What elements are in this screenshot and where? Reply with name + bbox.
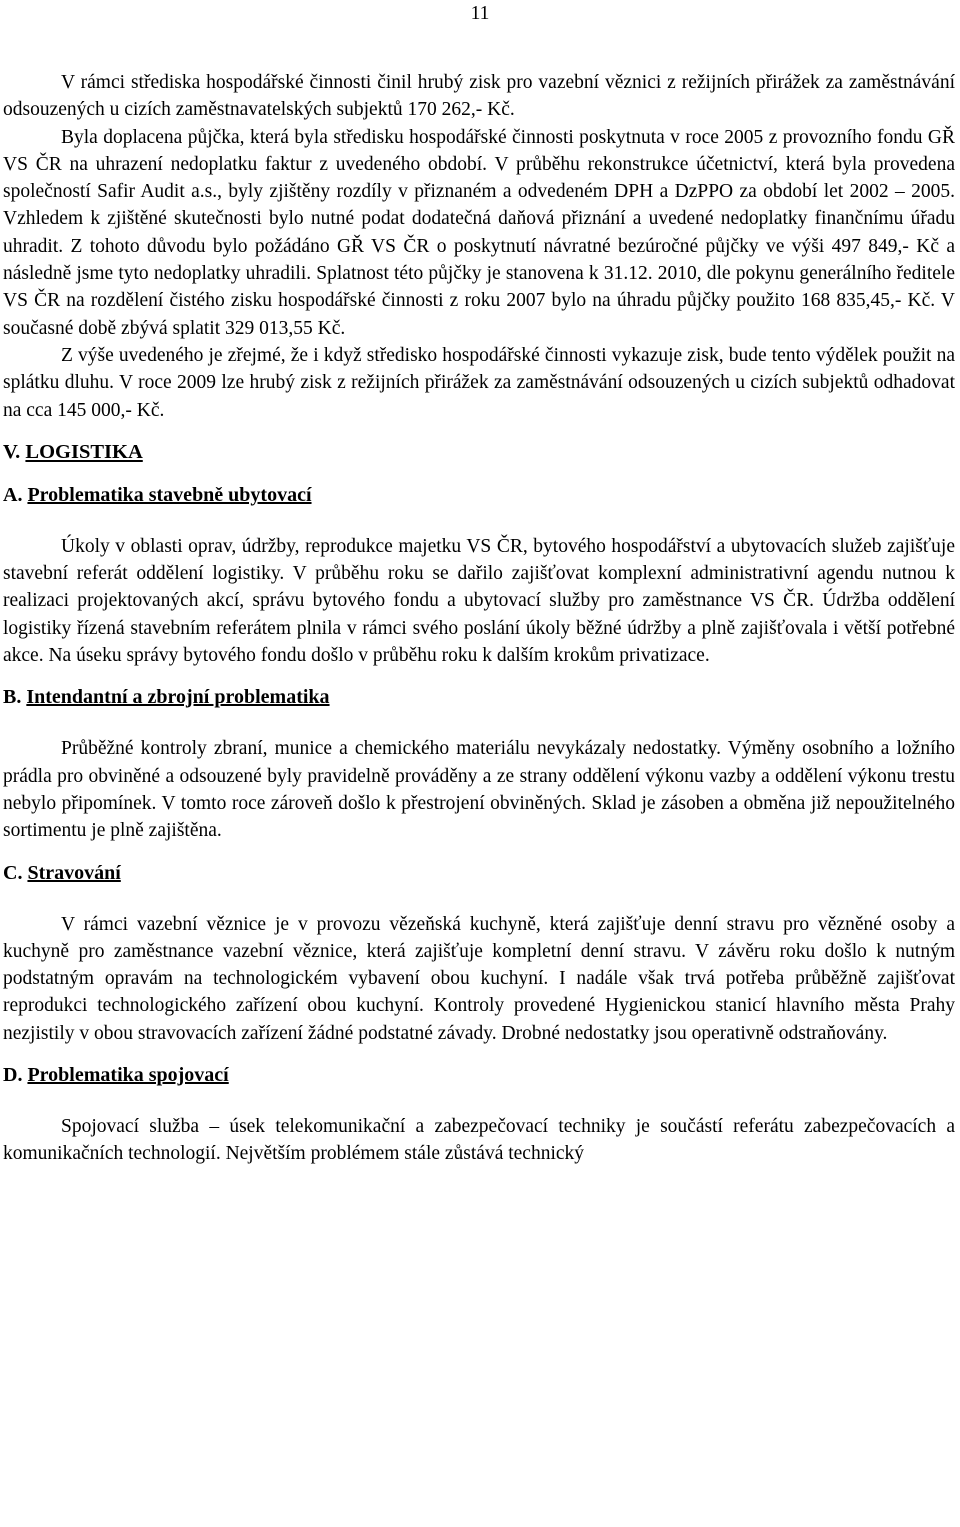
section-b-paragraph: Průběžné kontroly zbraní, munice a chemického materiálu nevykázaly nedostatky. Výměny osobního a ložního prádla pro obviněné a odsouzené byly pravidelně prováděny a ze strany oddělení výkonu vazby a oddělení výkonu trestu nebylo připomínek. V tomto roce zároveň došlo k přestrojení obviněných. Sklad je zásoben a obměna již nepoužitelného sortimentu je plně zajištěna. <box>3 738 955 842</box>
section-a-heading <box>3 480 955 510</box>
section-a-paragraph: Úkoly v oblasti oprav, údržby, reprodukce majetku VS ČR, bytového hospodářství a ubytovacích služeb zajišťuje stavební referát oddělení logistiky. V průběhu roku se dařilo zajišťovat komplexní administrativní agendu nutnou k realizaci projektovaných akcí, správu bytového fondu a ubytovací služby pro zaměstnance VS ČR. Údržba oddělení logistiky řízená stavebním referátem plnila v rámci svého poslání úkoly běžné údržby a plně zajišťovala i větší potřebné akce. Na úseku správy bytového fondu došlo v průběhu roku k dalším krokům privatizace. <box>3 535 955 667</box>
intro-paragraph-2: Byla doplacena půjčka, která byla středisku hospodářské činnosti poskytnuta v roce 2005 z provozního fondu GŘ VS ČR na uhrazení nedoplatku faktur z uvedeného období. V průběhu rekonstrukce účetnictví, která byla provedena společností Safir Audit a.s., byly zjištěny rozdíly v přiznaném a odvedeném DPH a DzPPO za období let 2002 – 2005. Vzhledem k zjištěné skutečnosti bylo nutné podat dodatečná daňová přiznání a uvedené nedoplatky finančnímu úřadu uhradit. Z tohoto důvodu bylo požádáno GŘ VS ČR o poskytnutí návratné bezúročné půjčky ve výši 497 849,- Kč a následně jsme tyto nedoplatky uhradili. Splatnost této půjčky je stanovena k 31.12. 2010, dle pokynu generálního ředitele VS ČR na rozdělení čistého zisku hospodářské činnosti z roku 2007 bylo na úhradu půjčky použito 168 835,45,- Kč. V současné době zbývá splatit 329 013,55 Kč. <box>3 126 955 339</box>
section-d-heading <box>3 1060 955 1090</box>
section-v-number: V. <box>3 440 21 463</box>
section-d-paragraph: Spojovací služba – úsek telekomunikační a zabezpečovací techniky je součástí referátu zabezpečovacích a komunikačních technologií. Největším problémem stále zůstává technický <box>3 1116 955 1165</box>
page-number: 11 <box>470 3 490 24</box>
section-b-letter: B. <box>3 686 22 709</box>
section-v-title: LOGISTIKA <box>25 440 143 463</box>
section-a-title: Problematika stavebně ubytovací <box>27 483 312 506</box>
section-c-letter: C. <box>3 861 23 884</box>
section-c-paragraph: V rámci vazební věznice je v provozu vězeňská kuchyně, která zajišťuje denní stravu pro vězněné osoby a kuchyně pro zaměstnance vazební věznice, která zajišťuje kompletní denní stravu. V závěru roku došlo k nutným podstatným opravám na technologickém vybavení obou kuchyní. I nadále však trvá potřeba průběžně zajišťovat reprodukci technologického zařízení obou kuchyní. Kontroly provedené Hygienickou stanicí hlavního města Prahy nezjistily v obou stravovacích zařízení žádné podstatné závady. Drobné nedostatky jsou operativně odstraňovány. <box>3 913 955 1044</box>
intro-paragraph-1: V rámci střediska hospodářské činnosti činil hrubý zisk pro vazební věznici z režijních přirážek za zaměstnávání odsouzených u cizích zaměstnavatelských subjektů 170 262,- Kč. <box>3 72 955 121</box>
page-content <box>3 69 955 1168</box>
section-v-heading <box>3 437 955 467</box>
section-d-title: Problematika spojovací <box>27 1064 229 1087</box>
section-d-letter: D. <box>3 1064 23 1087</box>
section-b-heading <box>3 682 955 712</box>
section-a-letter: A. <box>3 483 23 506</box>
section-c-heading <box>3 858 955 888</box>
intro-paragraph-3: Z výše uvedeného je zřejmé, že i když středisko hospodářské činnosti vykazuje zisk, bude tento výdělek použit na splátku dluhu. V roce 2009 lze hrubý zisk z režijních přirážek za zaměstnávání odsouzených u cizích subjektů odhadovat na cca 145 000,- Kč. <box>3 344 955 421</box>
section-c-title: Stravování <box>27 861 121 884</box>
section-b-title: Intendantní a zbrojní problematika <box>26 686 330 709</box>
